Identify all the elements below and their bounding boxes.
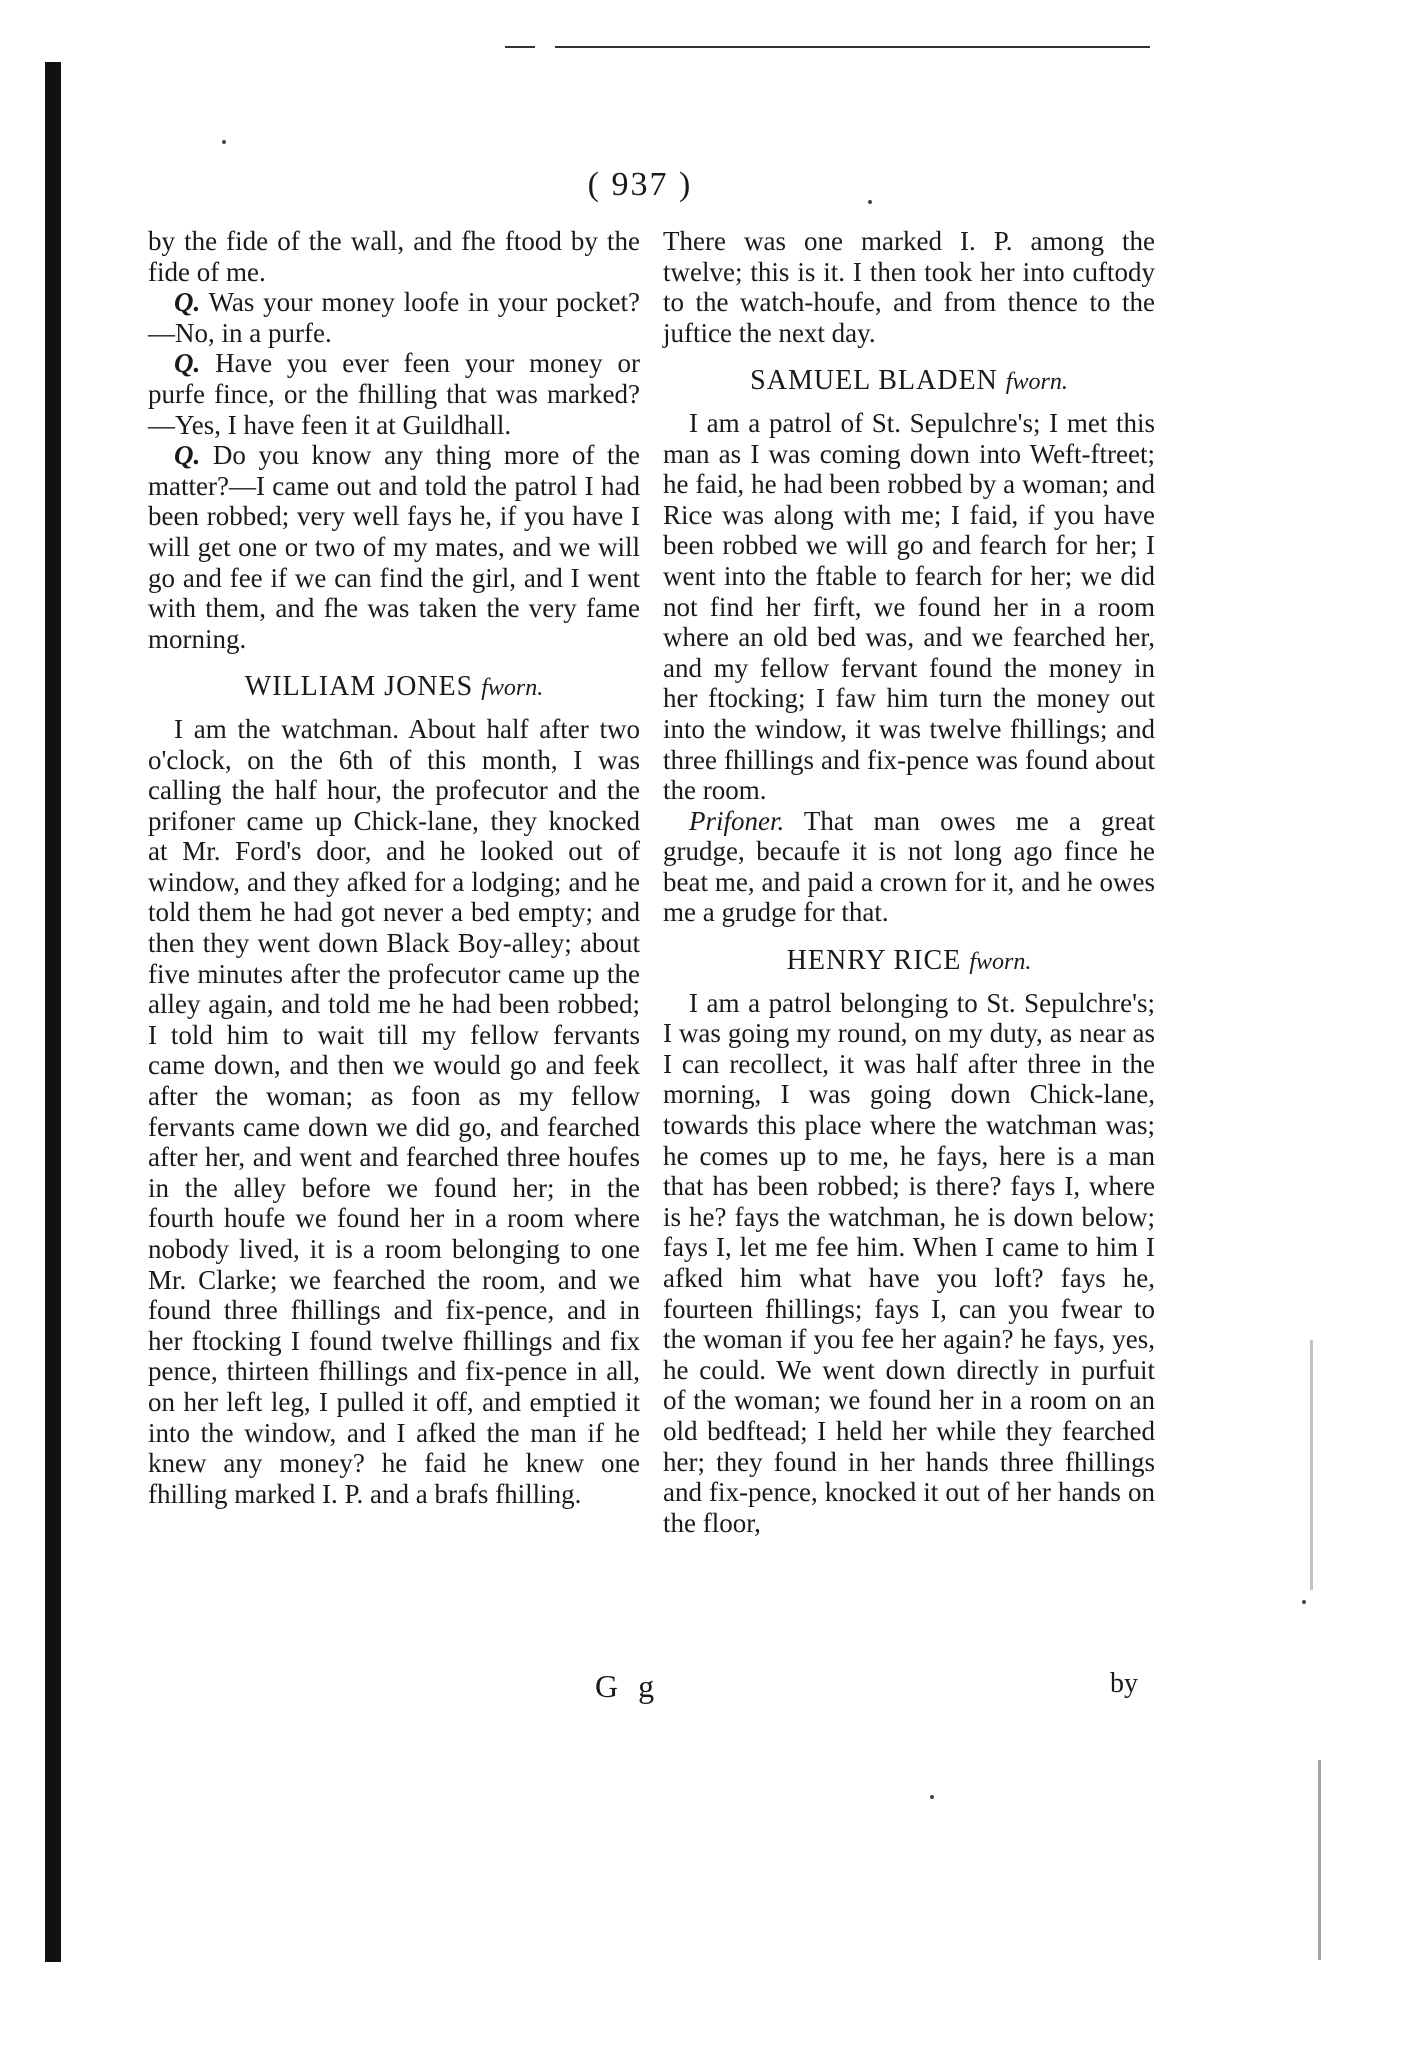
margin-ink-mark: [1318, 1760, 1321, 1960]
right-paragraph-3: [663, 806, 1155, 928]
top-rule: [555, 46, 1150, 48]
witness-name: HENRY RICE: [786, 945, 962, 977]
witness-heading-henry-rice: [663, 946, 1155, 978]
question-marker: Q.: [174, 287, 201, 318]
left-paragraph-4-text: Do you know any thing more of the matter?—I came out and told the patrol I had been robbed; very well fays he, if you have I will get one or two of my mates, and we will go and fee if we can find the girl, and I went with them, and fhe was taken the very fame morning.: [148, 440, 641, 654]
left-paragraph-3: [148, 348, 640, 440]
left-paragraph-1: by the fide of the wall, and fhe ftood by the fide of me.: [148, 226, 640, 287]
left-paragraph-2-text: Was your money loofe in your pocket?—No, in a purfe.: [148, 287, 641, 348]
left-paragraph-4: [148, 440, 640, 654]
witness-heading-william-jones: [148, 672, 640, 704]
sworn-label: fworn.: [481, 675, 544, 702]
left-paragraph-3-text: Have you ever feen your money or purfe fince, or the fhilling that was marked?—Yes, I have feen it at Guildhall.: [148, 348, 640, 440]
question-marker: Q.: [174, 440, 201, 471]
question-marker: Q.: [174, 348, 201, 379]
ink-speck: [930, 1795, 934, 1799]
witness-heading-samuel-bladen: [663, 366, 1155, 398]
catchword: by: [1110, 1668, 1138, 1699]
right-column: [663, 226, 1155, 1538]
binding-edge: [45, 62, 61, 1962]
ink-speck: [1302, 1600, 1306, 1604]
left-paragraph-5: I am the watchman. About half after two o'clock, on the 6th of this month, I was calling the half hour, the profecutor and the prifoner came up Chick-lane, they knocked at Mr. Ford's door, and he looked out of window, and they afked for a lodging; and he told them he had got never a bed empty; and then they went down Black Boy-alley; about five minutes after the profecutor came up the alley again, and told me he had been robbed; I told him to wait till my fellow fervants came down, and then we would go and feek after the woman; as foon as my fellow fervants came down we did go, and fearched after her, and went and fearched three houfes in the alley before we found her; in the fourth houfe we found her in a room where nobody lived, it is a room belonging to one Mr. Clarke; we fearched the room, and we found three fhillings and fix-pence, and in her ftocking I found twelve fhillings and fix pence, thirteen fhillings and fix-pence in all, on her left leg, I pulled it off, and emptied it into the window, and I afked the man if he knew any money? he faid he knew one fhilling marked I. P. and a brafs fhilling.: [148, 713, 640, 1509]
witness-name: SAMUEL BLADEN: [750, 365, 998, 397]
left-column: [148, 226, 640, 1509]
margin-ink-mark: [1310, 1340, 1313, 1590]
sworn-label: fworn.: [1005, 369, 1068, 396]
signature-mark: G g: [595, 1668, 661, 1704]
page-number: ( 937 ): [587, 166, 693, 203]
right-paragraph-4: I am a patrol belonging to St. Sepulchre's; I was going my round, on my duty, as near as I can recollect, it was half after three in the morning, I was going down Chick-lane, towards this place where the watchman was; he comes up to me, he fays, here is a man that has been robbed; is there? fays I, where is he? fays the watchman, he is down below; fays I, let me fee him. When I came to him I afked him what have you loft? fays he, fourteen fhillings; fays I, can you fwear to the woman if you fee her again? he fays, yes, he could. We went down directly in purfuit of the woman; we found her in a room on an old bedftead; I held her while they fearched her; they found in her hands three fhillings and fix-pence, knocked it out of her hands on the floor,: [663, 987, 1155, 1538]
right-paragraph-3-text: That man owes me a great grudge, becaufe it is not long ago fince he beat me, and paid a crown for it, and he owes me a grudge for that.: [663, 805, 1155, 928]
prisoner-label: Prifoner.: [689, 805, 785, 836]
right-paragraph-1: There was one marked I. P. among the twelve; this is it. I then took her into cuftody to the watch-houfe, and from thence to the juftice the next day.: [663, 226, 1155, 348]
left-paragraph-2: [148, 287, 640, 348]
ink-speck: [868, 200, 872, 204]
ink-speck: [222, 140, 226, 144]
right-paragraph-2: I am a patrol of St. Sepulchre's; I met this man as I was coming down into Weft-ftreet; he faid, he had been robbed by a woman; and Rice was along with me; I faid, if you have been robbed we will go and fearch for her; I went into the ftable to fearch for her; we did not find her firft, we found her in a room where an old bed was, and we fearched her, and my fellow fervant found the money in her ftocking; I faw him turn the money out into the window, it was twelve fhillings; and three fhillings and fix-pence was found about the room.: [663, 407, 1155, 806]
top-rule-short: [505, 46, 535, 48]
sworn-label: fworn.: [969, 949, 1032, 976]
witness-name: WILLIAM JONES: [244, 671, 474, 703]
